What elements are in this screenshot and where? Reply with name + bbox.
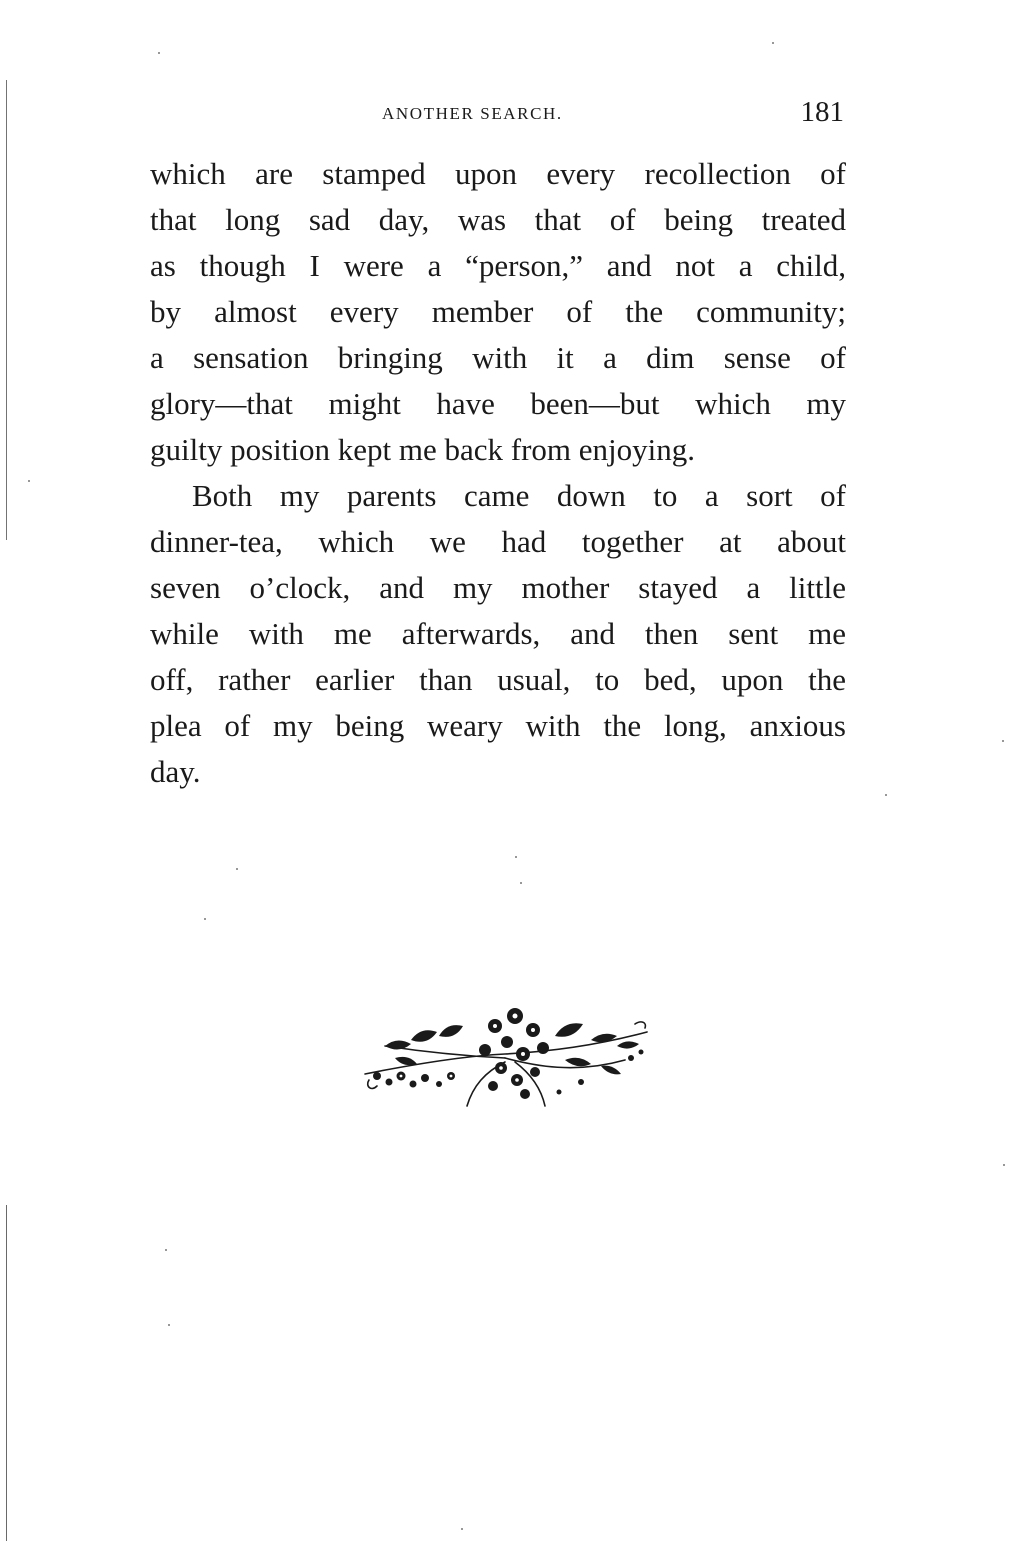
text-line: off, rather earlier than usual, to bed, upon the [150, 662, 846, 697]
paper-speck [1003, 1164, 1005, 1166]
text-line: plea of my being weary with the long, anxious [150, 708, 846, 743]
paper-speck [158, 52, 160, 54]
paper-speck [1002, 740, 1004, 742]
text-line: while with me afterwards, and then sent me [150, 616, 846, 651]
text-line: which are stamped upon every recollection of [150, 156, 846, 191]
body-text [150, 151, 846, 795]
running-head [150, 96, 846, 136]
text-line: dinner-tea, which we had together at about [150, 524, 846, 559]
floral-vignette-icon [355, 996, 655, 1116]
text-line: Both my parents came down to a sort of [192, 478, 846, 513]
text-line: by almost every member of the community; [150, 294, 846, 329]
paper-speck [520, 882, 522, 884]
paper-speck [165, 1249, 167, 1251]
text-line: glory—that might have been—but which my [150, 386, 846, 421]
text-line: guilty position kept me back from enjoying. [150, 432, 695, 467]
text-line: that long sad day, was that of being treated [150, 202, 846, 237]
text-line: seven o’clock, and my mother stayed a little [150, 570, 846, 605]
paper-speck [885, 794, 887, 796]
paragraph-2 [150, 473, 846, 795]
paragraph-1 [150, 151, 846, 473]
text-line: as though I were a “person,” and not a child, [150, 248, 846, 283]
paper-speck [461, 1528, 463, 1530]
paper-speck [28, 480, 30, 482]
paper-speck [515, 856, 517, 858]
paper-speck [772, 42, 774, 44]
scan-edge-mark [6, 80, 7, 540]
scan-edge-mark [6, 1205, 7, 1541]
text-line: a sensation bringing with it a dim sense of [150, 340, 846, 375]
paper-speck [236, 868, 238, 870]
page-number: 181 [800, 96, 844, 128]
paper-speck [168, 1324, 170, 1326]
text-line: day. [150, 754, 201, 789]
running-title: ANOTHER SEARCH. [382, 104, 563, 123]
paper-speck [204, 918, 206, 920]
